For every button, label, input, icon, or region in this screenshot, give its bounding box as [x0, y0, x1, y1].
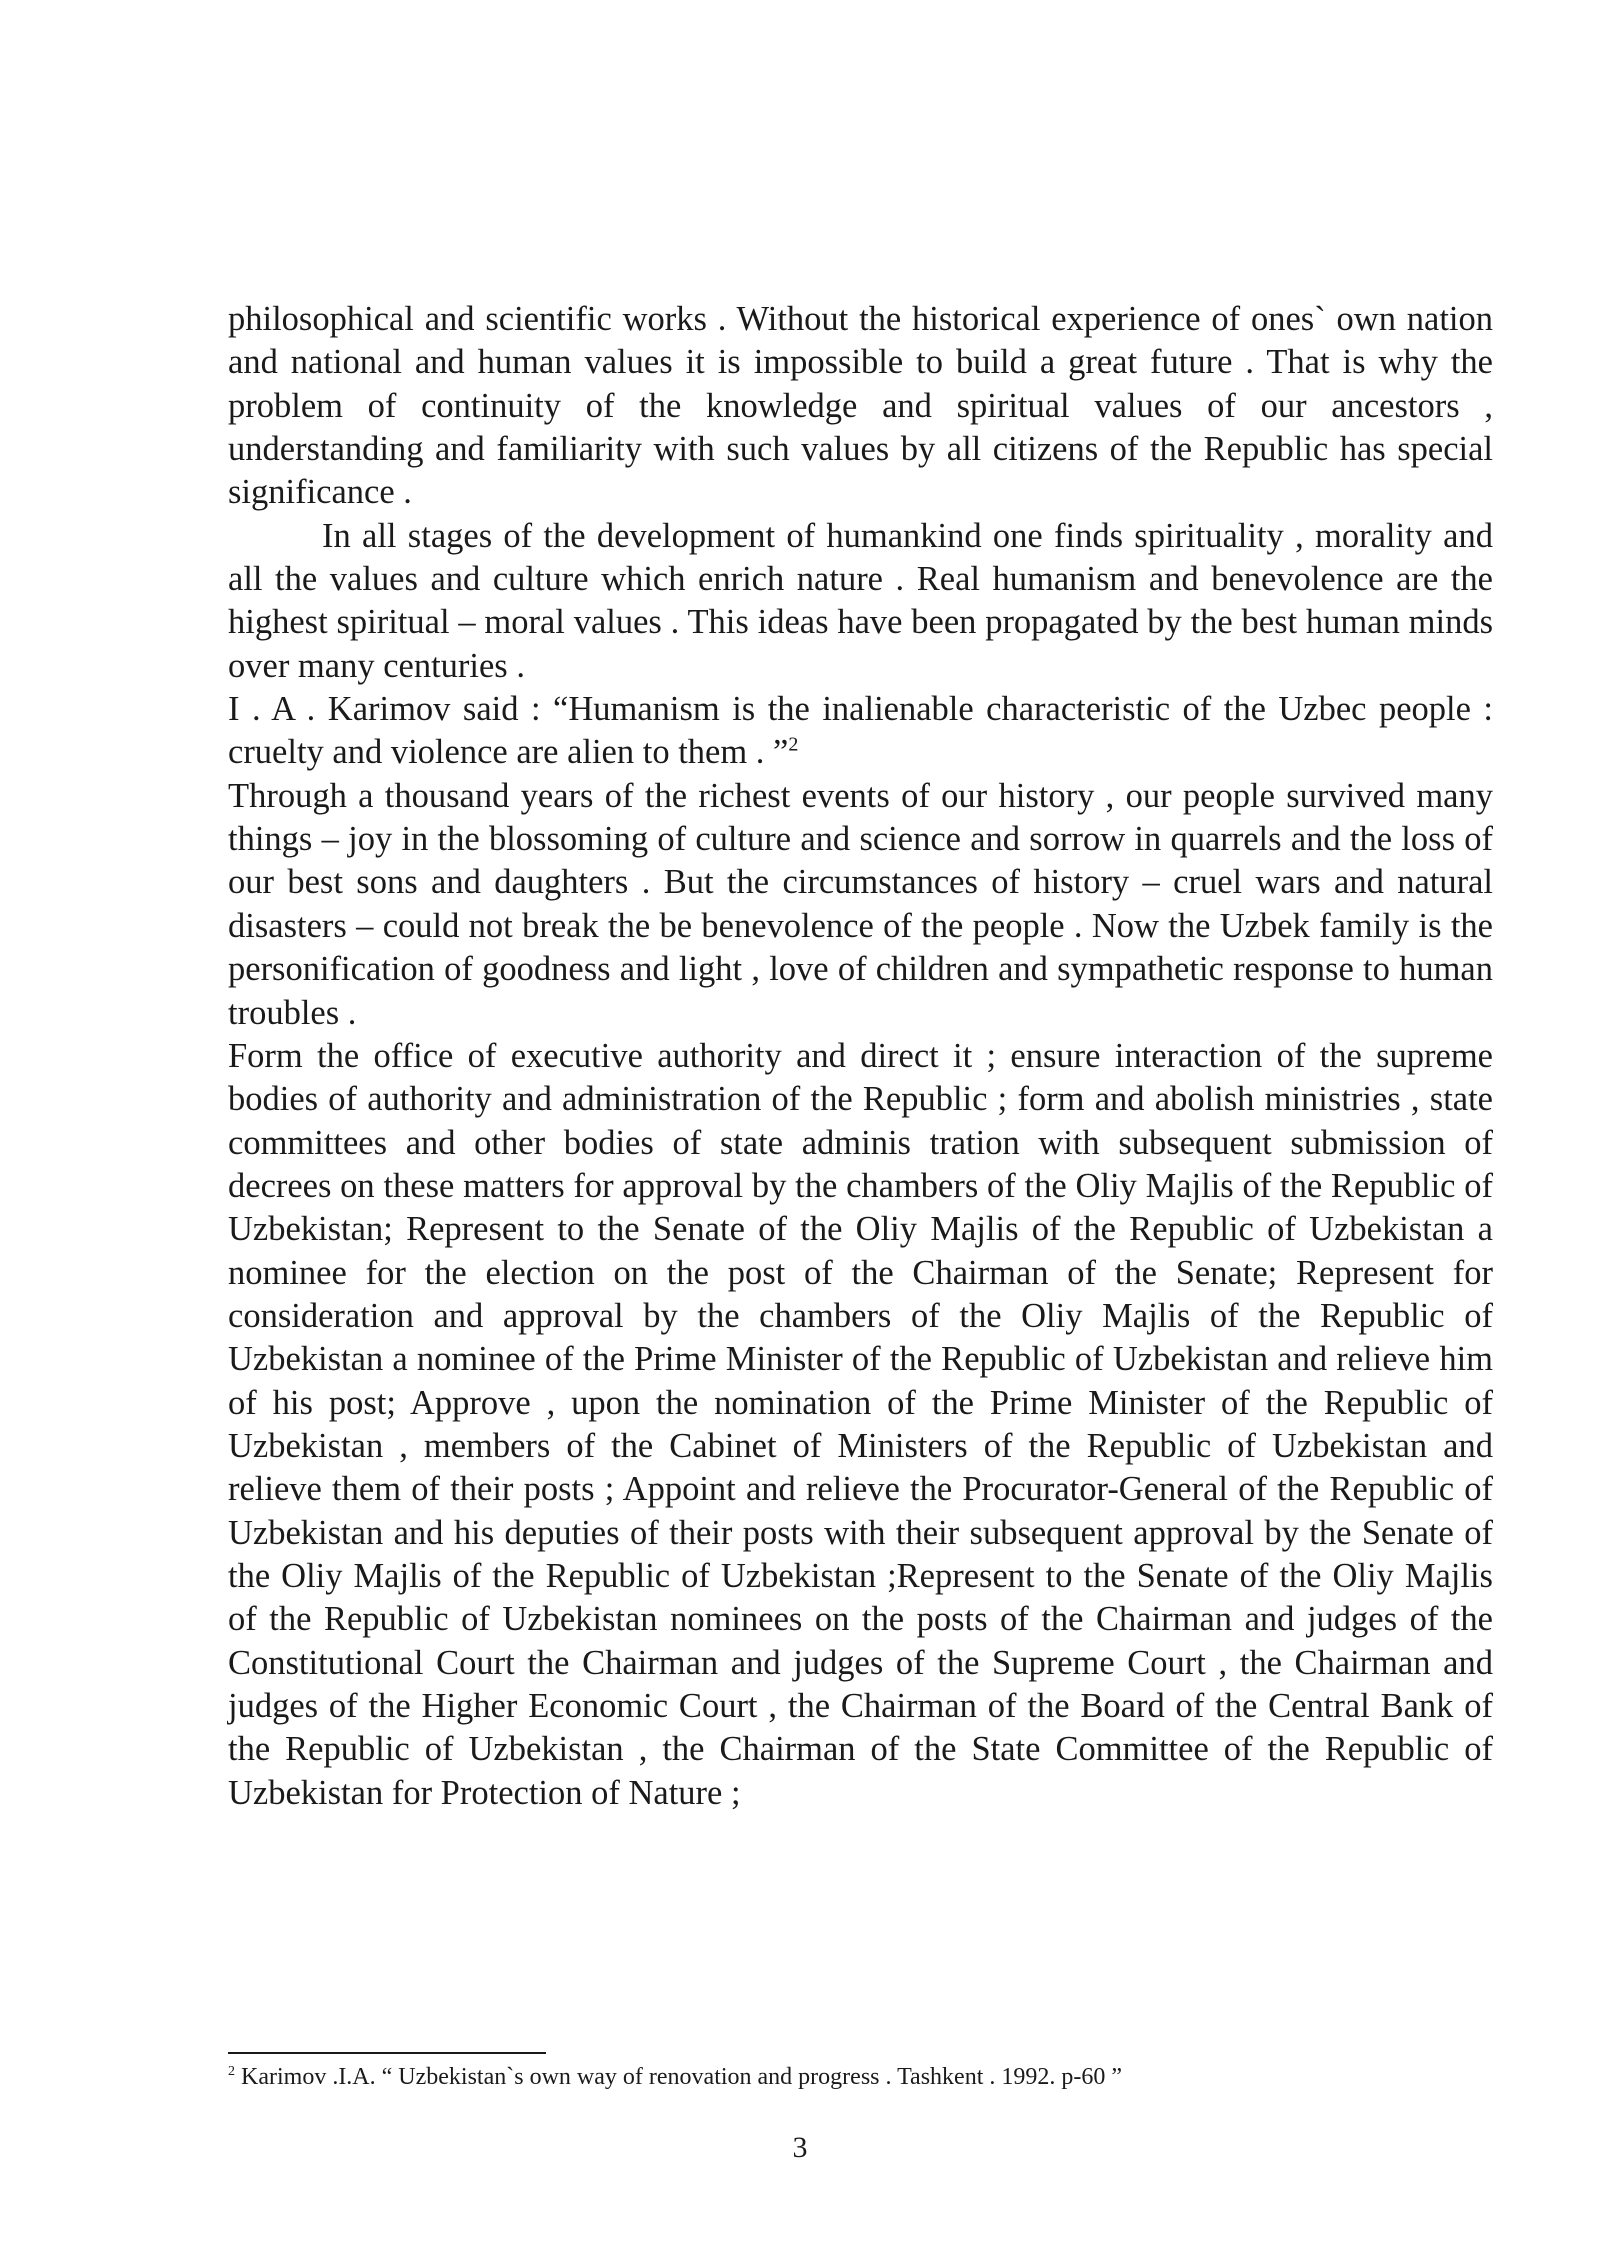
paragraph-humankind: In all stages of the development of humankind one finds spirituality , morality and all the values and culture which enrich nature . Real humanism and benevolence are the highest spiritual – moral values . This ideas have been propagated by the best human minds over many centuries .	[228, 516, 1493, 685]
paragraph-continuation: philosophical and scientific works . Without the historical experience of ones` own nation and national and human values it is impossible to build a great future . That is why the problem of continuity of the knowledge and spiritual values of our ancestors , understanding and familiarity with such values by all citizens of the Republic has special significance .	[228, 300, 1493, 512]
footnote-reference: 2	[788, 733, 799, 756]
footnote-text: Karimov .I.A. “ Uzbekistan`s own way of renovation and progress . Tashkent . 1992. p-60 ”	[241, 2064, 1123, 2090]
paragraph-history: Through a thousand years of the richest events of our history , our people survived many things – joy in the blossoming of culture and science and sorrow in quarrels and the loss of our best sons and daughters . But the circumstances of history – cruel wars and natural disasters – could not break the be benevolence of the people . Now the Uzbek family is the personification of goodness and light , love of children and sympathetic response to human troubles .	[228, 776, 1493, 1032]
paragraph-powers: Form the office of executive authority and direct it ; ensure interaction of the supreme bodies of authority and administration of the Republic ; form and abolish ministries , state committees and other bodies of state adminis tration with subsequent submission of decrees on these matters for approval by the chambers of the Oliy Majlis of the Republic of Uzbekistan; Represent to the Senate of the Oliy Majlis of the Republic of Uzbekistan a nominee for the election on the post of the Chairman of the Senate; Represent for consideration and approval by the chambers of the Oliy Majlis of the Republic of Uzbekistan a nominee of the Prime Minister of the Republic of Uzbekistan and relieve him of his post; Approve , upon the nomination of the Prime Minister of the Republic of Uzbekistan , members of the Cabinet of Ministers of the Republic of Uzbekistan and relieve them of their posts ; Appoint and relieve the Procurator-General of the Republic of Uzbekistan and his deputies of their posts with their subsequent approval by the Senate of the Oliy Majlis of the Republic of Uzbekistan ;Represent to the Senate of the Oliy Majlis of the Republic of Uzbekistan nominees on the posts of the Chairman and judges of the Constitutional Court the Chairman and judges of the Supreme Court , the Chairman and judges of the Higher Economic Court , the Chairman of the Board of the Central Bank of the Republic of Uzbekistan , the Chairman of the State Committee of the Republic of Uzbekistan for Protection of Nature ;	[228, 1036, 1493, 1812]
paragraph-karimov-quote	[228, 688, 1493, 775]
footnote-marker: 2	[228, 2064, 235, 2079]
footnote	[228, 2062, 1493, 2092]
body-text	[228, 298, 1493, 1815]
page-number: 3	[792, 2131, 808, 2164]
footnote-separator	[228, 2052, 546, 2054]
quote-text: I . A . Karimov said : “Humanism is the inalienable characteristic of the Uzbec people : cruelty and violence are alien to them . ”	[228, 690, 1493, 772]
